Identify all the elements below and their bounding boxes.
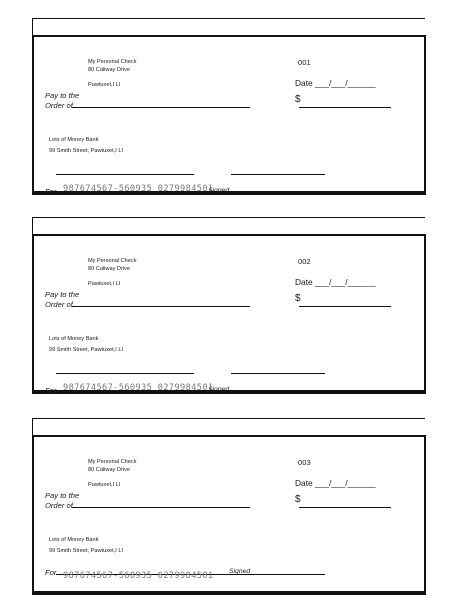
payer-city: Pawtuxet,I LI	[88, 482, 121, 488]
signature-field[interactable]	[231, 174, 325, 175]
stub-top-rule	[32, 418, 425, 419]
dollar-sign: $	[295, 293, 301, 304]
dollar-sign: $	[295, 494, 301, 505]
pay-to-label	[45, 491, 79, 511]
date-field[interactable]: Date ___/___/______	[295, 277, 376, 287]
check-number: 003	[298, 458, 311, 467]
signed-label: Signed	[229, 568, 251, 575]
date-field[interactable]: Date ___/___/______	[295, 478, 376, 488]
memo-field[interactable]	[56, 373, 194, 374]
bottom-rule	[32, 390, 425, 392]
micr-line: 987674567-560935 0279984501	[63, 571, 214, 581]
check-002	[32, 217, 425, 395]
check-number: 002	[298, 257, 311, 266]
for-label: For	[45, 386, 57, 395]
pay-to-line1: Pay to the	[45, 491, 80, 500]
pay-to-label	[45, 290, 79, 310]
bank-address: 99 Smith Street, Pawtuxet,I LI	[49, 347, 123, 353]
bank-name: Lots of Money Bank	[49, 537, 99, 543]
memo-field[interactable]	[56, 174, 194, 175]
signed-label: Signed	[208, 386, 230, 393]
check-body	[32, 35, 426, 195]
date-field[interactable]: Date ___/___/______	[295, 78, 376, 88]
payer-city: Pawtuxet,I LI	[88, 281, 121, 287]
signed-label: Signed	[208, 187, 230, 194]
payer-name: My Personal Check	[88, 59, 137, 65]
bank-address: 99 Smith Street, Pawtuxet,I LI	[49, 148, 123, 154]
payer-address: 80 Caliway Drive	[88, 266, 130, 272]
stub-top-rule	[32, 217, 425, 218]
payer-address: 80 Caliway Drive	[88, 67, 130, 73]
bottom-rule	[32, 591, 425, 593]
amount-field[interactable]	[299, 507, 391, 508]
payer-address: 80 Caliway Drive	[88, 467, 130, 473]
payer-city: Pawtuxet,I LI	[88, 82, 121, 88]
check-number: 001	[298, 58, 311, 67]
payer-name: My Personal Check	[88, 258, 137, 264]
payee-field[interactable]	[72, 107, 250, 108]
pay-to-line1: Pay to the	[45, 91, 80, 100]
pay-to-line1: Pay to the	[45, 290, 80, 299]
stub-left-rule	[32, 18, 33, 36]
payee-field[interactable]	[72, 507, 250, 508]
payee-field[interactable]	[72, 306, 250, 307]
signature-field[interactable]	[231, 373, 325, 374]
for-label: For	[45, 187, 57, 196]
stub-left-rule	[32, 418, 33, 436]
check-body	[32, 234, 426, 394]
bank-address: 99 Smith Street, Pawtuxet,I LI	[49, 548, 123, 554]
amount-field[interactable]	[299, 306, 391, 307]
micr-line: 987674567-560935 0279984501	[63, 184, 214, 194]
check-003	[32, 418, 425, 596]
bank-name: Lots of Money Bank	[49, 336, 99, 342]
bottom-rule	[32, 191, 425, 193]
pay-to-label	[45, 91, 79, 111]
stub-left-rule	[32, 217, 33, 235]
micr-line: 987674567-560935 0279984501	[63, 383, 214, 393]
amount-field[interactable]	[299, 107, 391, 108]
pay-to-line2: Order of	[45, 501, 73, 510]
check-001	[32, 18, 425, 196]
for-label: For	[45, 568, 57, 577]
payer-name: My Personal Check	[88, 459, 137, 465]
check-body	[32, 435, 426, 595]
pay-to-line2: Order of	[45, 101, 73, 110]
pay-to-line2: Order of	[45, 300, 73, 309]
bank-name: Lots of Money Bank	[49, 137, 99, 143]
dollar-sign: $	[295, 94, 301, 105]
stub-top-rule	[32, 18, 425, 19]
